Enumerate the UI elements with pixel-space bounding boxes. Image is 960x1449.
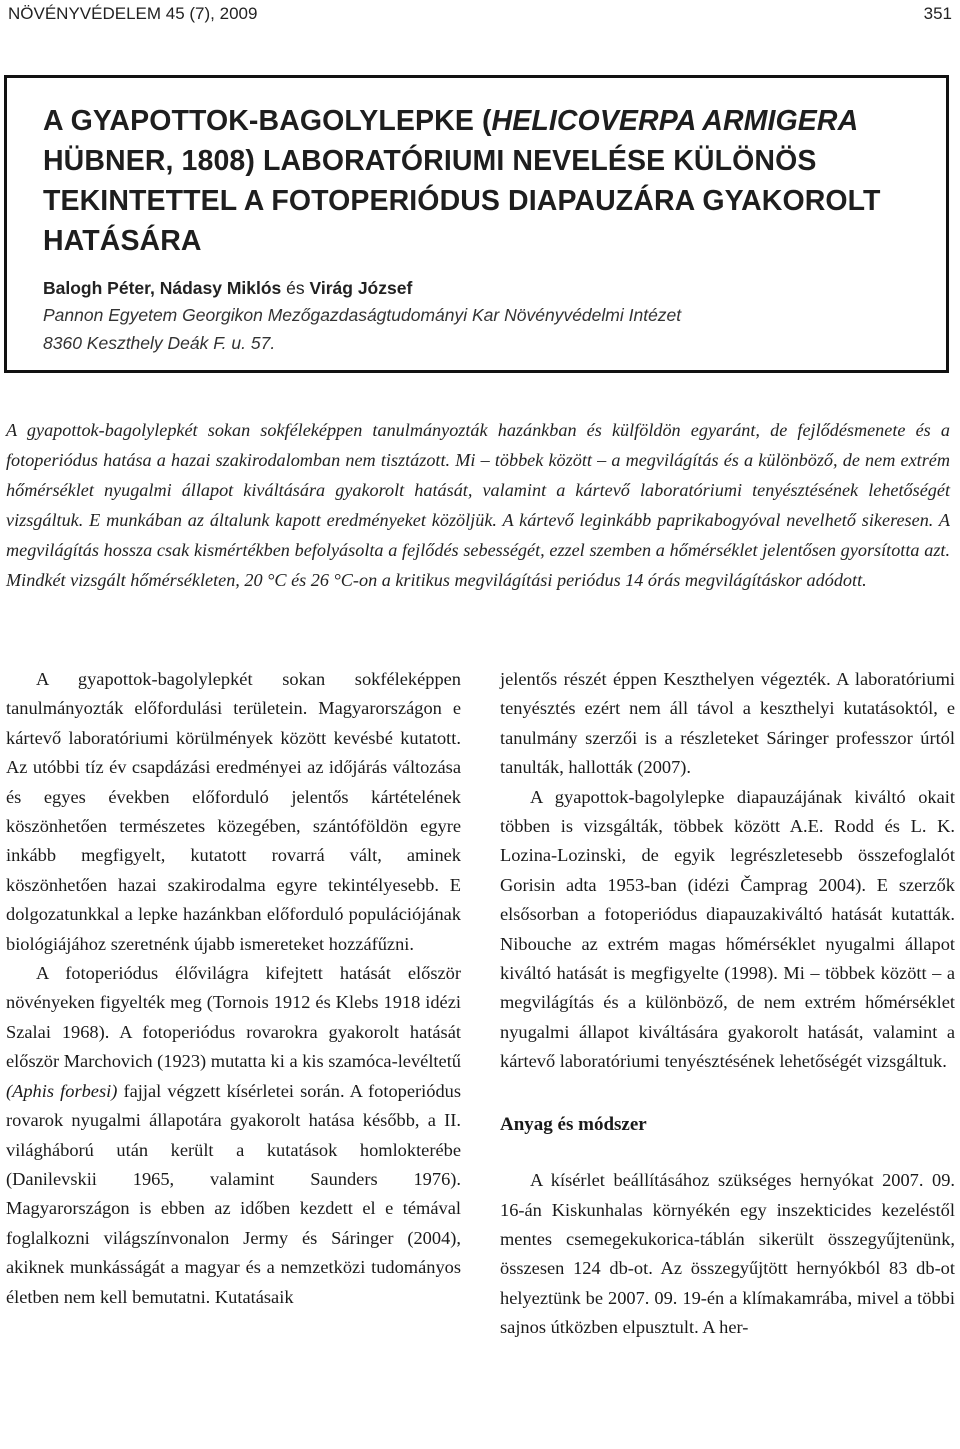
page-number: 351 bbox=[923, 4, 952, 23]
abstract: A gyapottok-bagolylepkét sokan sokféleképpen tanulmányozták hazánkban és külföldön egyaránt, de fejlődésmenete és a fotoperiódus hatása a hazai szakirodalomban nem tisztázott. Mi – többek között – a megvilágítás és a különböző, de nem extrém hőmérséklet nyugalmi állapot kiváltására gyakorolt hatását, valamint a kártevő laboratóriumi tenyésztésének lehetőségét vizsgáltuk. E munkában az általunk kapott eredményeket közöljük. A kártevő leginkább paprikabogyóval nevelhető sikeresen. A megvilágítás hossza csak kismértékben befolyásolta a fejlődés sebességét, ezzel szemben a hőmérséklet jelentősen gyorsította azt. Mindkét vizsgált hőmérsékleten, 20 °C és 26 °C-on a kritikus megvilágítási periódus 14 órás megvilágításkor adódott. bbox=[6, 420, 950, 590]
species-name: (Aphis forbesi) bbox=[6, 1080, 118, 1101]
section-heading: Anyag és módszer bbox=[500, 1113, 647, 1135]
author-names: Balogh Péter, Nádasy Miklós bbox=[43, 278, 282, 298]
journal-citation: NÖVÉNYVÉDELEM 45 (7), 2009 bbox=[8, 4, 258, 23]
author-list bbox=[43, 278, 412, 299]
affiliation-line-2: 8360 Keszthely Deák F. u. 57. bbox=[43, 333, 276, 353]
body-paragraph: A gyapottok-bagolylepkét sokan sokféleképpen tanulmányozták előfordulási területein. Magyarországon e kártevő laboratóriumi körülmények között kevésbé kutatott. Az utóbbi tíz év csapdázási eredményei az időjárás változása és egyes években előforduló jelentős kártételének köszönhetően természetes közegében, szántóföldön egyre inkább megfigyelt, kutatott rovarrá vált, aminek köszönhetően hazai szakirodalma egyre tekintélyesebb. E dolgozatunkkal a lepke hazánkban előforduló populációjának biológiájához szeretnénk újabb ismereteket hozzáfűzni. bbox=[6, 669, 461, 954]
title-species-name: HELICOVERPA ARMIGERA bbox=[491, 105, 859, 137]
running-header bbox=[8, 4, 952, 28]
body-paragraph: A fotoperiódus élővilágra kifejtett hatását először növényeken figyelték meg (Tornois 1912 és Klebs 1918 idézi Szalai 1968). A fotoperiódus rovarokra gyakorolt hatását először Marchovich (1923) mutatta ki a kis szamóca-levéltetű (Aphis forbesi) fajjal végzett kísérletei során. A fotoperiódus rovarok nyugalmi állapotára gyakorolt hatása később, a II. világháború után került a kutatások homlokterébe (Danilevskii 1965, valamint Saunders 1976). Magyarországon is ebben az időben kezdett el e témával foglalkozni világszínvonalon Jermy és Sáringer (2004), akiknek munkásságát a magyar és a nemzetközi tudományos életben nem kell bemutatni. Kutatásaik bbox=[6, 963, 462, 1307]
title-part-1: A GYAPOTTOK-BAGOLYLEPKE ( bbox=[43, 105, 492, 137]
title-box bbox=[4, 75, 949, 373]
article-title bbox=[43, 101, 926, 261]
body-paragraph: A kísérlet beállításához szükséges hernyókat 2007. 09. 16-án Kiskunhalas környékén egy inszekticides kezeléstől mentes csemegekukorica-táblán sikerült összegyűjtenünk, összesen 124 db-ot. Az összegyűjtött hernyókból 83 db-ot helyeztünk be 2007. 09. 19-én a klímakamrába, mivel a többi sajnos útközben elpusztult. A her- bbox=[500, 1170, 955, 1338]
title-part-2: HÜBNER, 1808) LABORATÓRIUMI NEVELÉSE KÜLÖNÖS TEKINTETTEL A FOTOPERIÓDUS DIAPAUZÁRA GYAKOROLT HATÁSÁRA bbox=[43, 145, 881, 257]
author-conjunction: és bbox=[286, 278, 305, 298]
body-column-right bbox=[500, 665, 955, 1343]
body-paragraph: jelentős részét éppen Keszthelyen végezték. A laboratóriumi tenyésztés ezért nem áll távol a keszthelyi kutatásoktól, e tanulmány szerzői is a részleteket Sáringer professzor úrtól tanulták, hallották (2007). bbox=[500, 669, 955, 778]
body-paragraph: A gyapottok-bagolylepke diapauzájának kiváltó okait többen is vizsgálták, többek között A.E. Rodd és L. K. Lozina-Lozinski, de egyik legrészletesebb összefoglalót Gorisin adta 1953-ban (idézi Čamprag 2004). E szerzők elsősorban a fotoperiódus diapauzakiváltó hatását kutatták. Nibouche az extrém magas hőmérséklet nyugalmi állapot kiváltó hatását is megfigyelte (1998). Mi – többek között – a megvilágítás és a különböző, de nem extrém hőmérséklet nyugalmi állapot kiváltására gyakorolt hatását, valamint a kártevő laboratóriumi tenyésztésének lehetőségét vizsgáltuk. bbox=[500, 786, 955, 1072]
author-last: Virág József bbox=[309, 278, 413, 298]
body-column-left bbox=[6, 665, 461, 1312]
affiliation-line-1: Pannon Egyetem Georgikon Mezőgazdaságtudományi Kar Növényvédelmi Intézet bbox=[43, 305, 682, 325]
